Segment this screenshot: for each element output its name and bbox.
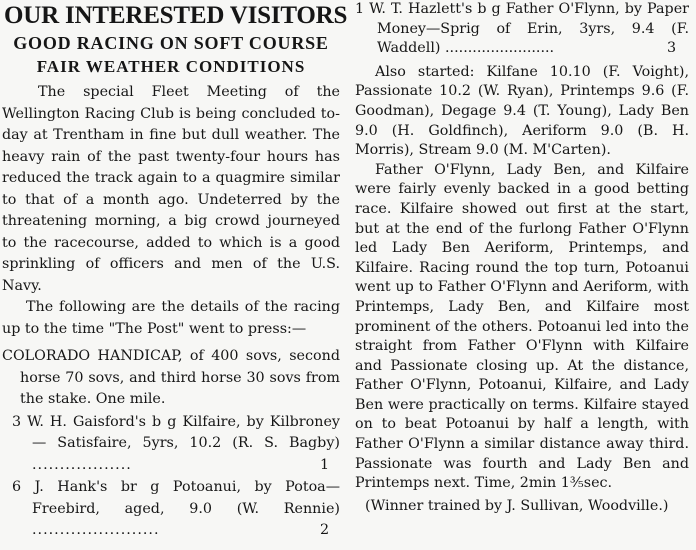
race-title: COLORADO HANDICAP, of 400 sovs, second horse 70 sovs, and third horse 30 sovs from the stake. One mile.	[2, 348, 340, 407]
leader-dots: ..................	[32, 456, 132, 473]
left-column	[2, 0, 348, 542]
placing-first: 3 W. H. Gaisford's b g Kilfaire, by Kilbroney — Satisfaire, 5yrs, 10.2 (R. S. Bagby) .................. 1	[12, 413, 340, 473]
placing-text: 6 J. Hank's br g Potoanui, by Potoa—Freebird, aged, 9.0 (W. Rennie)	[12, 479, 340, 517]
leader-dots: ........................	[440, 40, 555, 57]
subheadline-racing: GOOD RACING ON SOFT COURSE	[13, 33, 329, 53]
intro-paragraph: The special Fleet Meeting of the Wellington Racing Club is being concluded to-day at Trentham in fine but dull weather. The heavy rain of the past twenty-four hours has reduced the track again to a quagmire similar to that of a month ago. Undeterred by the threatening morning, a big crowd journeyed to the racecourse, added to which is a good sprinkling of officers and men of the U.S. Navy.	[2, 84, 340, 294]
placing-second: 6 J. Hank's br g Potoanui, by Potoa—Freebird, aged, 9.0 (W. Rennie) ....................... 2	[12, 479, 340, 538]
right-column	[355, 0, 689, 516]
headline: OUR INTERESTED VISITORS	[4, 2, 348, 29]
placing-third: 1 W. T. Hazlett's b g Father O'Flynn, by Paper Money—Sprig of Erin, 3yrs, 9.4 (F. Waddell) ........................ 3	[355, 1, 689, 57]
subheadline-weather: FAIR WEATHER CONDITIONS	[36, 57, 306, 76]
trainer-note: (Winner trained by J. Sullivan, Woodville.)	[365, 497, 669, 514]
placing-text: 3 W. H. Gaisford's b g Kilfaire, by Kilbroney — Satisfaire, 5yrs, 10.2 (R. S. Bagby)	[12, 413, 340, 451]
leader-dots: .......................	[32, 522, 160, 538]
details-paragraph: The following are the details of the racing up to the time "The Post" went to press:—	[2, 299, 340, 337]
also-started-paragraph: Also started: Kilfane 10.10 (F. Voight), Passionate 10.2 (W. Ryan), Printemps 9.6 (F. Goodman), Degage 9.4 (T. Young), Lady Ben 9.0 (H. Goldfinch), Aeriform 9.0 (B. H. Morris), Stream 9.0 (M. M'Carten).	[355, 63, 689, 159]
placing-text: 1 W. T. Hazlett's b g Father O'Flynn, by Paper Money—Sprig of Erin, 3yrs, 9.4 (F. Waddell)	[355, 1, 689, 57]
race-report-paragraph: Father O'Flynn, Lady Ben, and Kilfaire were fairly evenly backed in a good betting race. Kilfaire showed out first at the start, but at the end of the furlong Father O'Flynn led Lady Ben Aeriform, Printemps, and Kilfaire. Racing round the top turn, Potoanui went up to Father O'Flynn and Aeriform, with Printemps, Lady Ben, and Kilfaire most prominent of the others. Potoanui led into the straight from Father O'Flynn with Kilfaire and Passionate closing up. At the distance, Father O'Flynn, Potoanui, Kilfaire, and Lady Ben were practically on terms. Kilfaire stayed on to beat Potoanui by half a length, with Father O'Flynn a similar distance away third. Passionate was fourth and Lady Ben and Printemps next. Time, 2min 1⅗sec.	[355, 161, 689, 492]
